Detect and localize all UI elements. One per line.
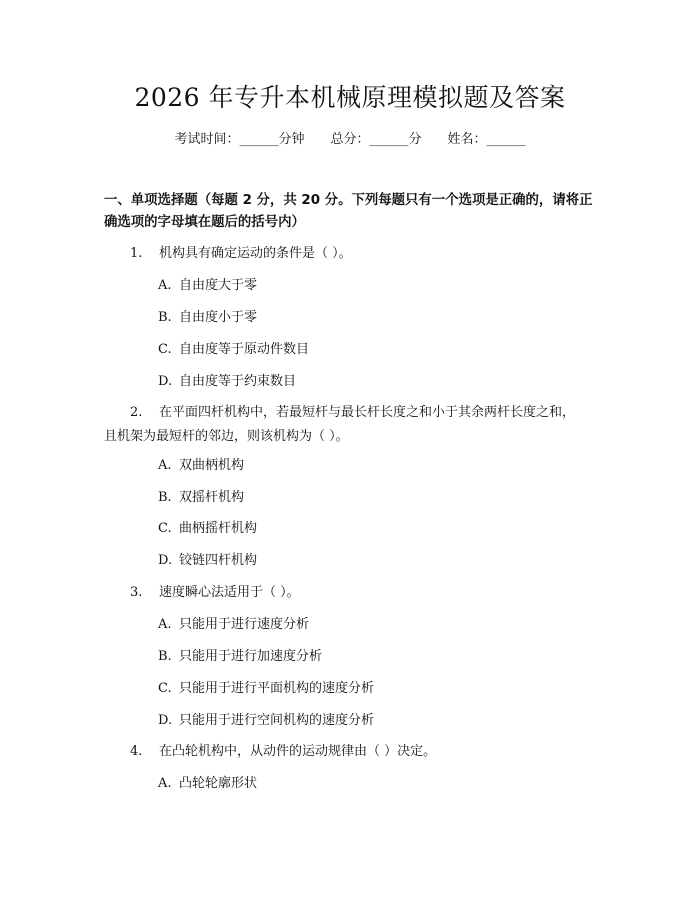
question-2 — [130, 404, 575, 422]
q2-option-c — [158, 520, 257, 538]
q2-option-b — [158, 489, 244, 507]
option-letter: D. — [158, 374, 173, 389]
option-letter: D. — [158, 553, 173, 568]
q1-option-c — [158, 341, 309, 359]
q2-option-d — [158, 552, 257, 570]
q1-option-a — [158, 277, 257, 295]
exam-time-field: 考试时间：______分钟 — [174, 132, 305, 147]
option-text: 曲柄摇杆机构 — [179, 521, 258, 536]
name-field: 姓名：______ — [447, 132, 526, 147]
question-text-line-2: 且机架为最短杆的邻边，则该机构为（ ）。 — [104, 429, 349, 444]
option-text: 双摇杆机构 — [179, 490, 245, 505]
option-text: 自由度大于零 — [179, 278, 258, 293]
question-number: 1. — [130, 246, 143, 261]
option-letter: A. — [158, 458, 172, 473]
option-text: 自由度等于约束数目 — [179, 374, 297, 389]
option-letter: C. — [158, 521, 172, 536]
total-score-field: 总分：______分 — [330, 132, 422, 147]
question-text: 机构具有确定运动的条件是（ ）。 — [159, 246, 352, 261]
option-letter: C. — [158, 681, 172, 696]
q3-option-b — [158, 648, 322, 666]
q3-option-a — [158, 616, 309, 634]
q2-option-a — [158, 457, 244, 475]
page-title: 2026 年专升本机械原理模拟题及答案 — [134, 83, 566, 112]
option-letter: B. — [158, 649, 172, 664]
option-letter: B. — [158, 310, 172, 325]
q3-option-c — [158, 680, 374, 698]
option-text: 双曲柄机构 — [179, 458, 245, 473]
question-text-line-1: 在平面四杆机构中，若最短杆与最长杆长度之和小于其余两杆长度之和， — [159, 405, 576, 420]
section-heading-line-1: 一、单项选择题（每题 2 分，共 20 分。下列每题只有一个选项是正确的，请将正 — [104, 193, 593, 208]
option-text: 凸轮轮廓形状 — [179, 776, 258, 791]
section-heading — [104, 190, 604, 234]
option-letter: A. — [158, 776, 172, 791]
q4-option-a — [158, 775, 257, 793]
option-text: 只能用于进行空间机构的速度分析 — [179, 713, 375, 728]
q3-option-d — [158, 712, 374, 730]
question-number: 4. — [130, 744, 143, 759]
option-text: 只能用于进行加速度分析 — [179, 649, 323, 664]
option-letter: C. — [158, 342, 172, 357]
question-number: 2. — [130, 405, 143, 420]
option-letter: A. — [158, 617, 172, 632]
option-text: 自由度等于原动件数目 — [179, 342, 310, 357]
option-letter: A. — [158, 278, 172, 293]
option-text: 只能用于进行平面机构的速度分析 — [179, 681, 375, 696]
question-4 — [130, 743, 436, 761]
question-2-continued — [104, 428, 349, 446]
question-1 — [130, 245, 352, 263]
option-text: 只能用于进行速度分析 — [179, 617, 310, 632]
section-heading-line-2: 确选项的字母填在题后的括号内） — [104, 215, 305, 230]
question-text: 在凸轮机构中，从动件的运动规律由（ ）决定。 — [159, 744, 437, 759]
exam-meta — [0, 131, 700, 149]
option-letter: B. — [158, 490, 172, 505]
option-text: 铰链四杆机构 — [179, 553, 258, 568]
q1-option-b — [158, 309, 257, 327]
question-3 — [130, 584, 300, 602]
option-letter: D. — [158, 713, 173, 728]
q1-option-d — [158, 373, 296, 391]
question-number: 3. — [130, 585, 143, 600]
option-text: 自由度小于零 — [179, 310, 258, 325]
question-text: 速度瞬心法适用于（ ）。 — [159, 585, 300, 600]
